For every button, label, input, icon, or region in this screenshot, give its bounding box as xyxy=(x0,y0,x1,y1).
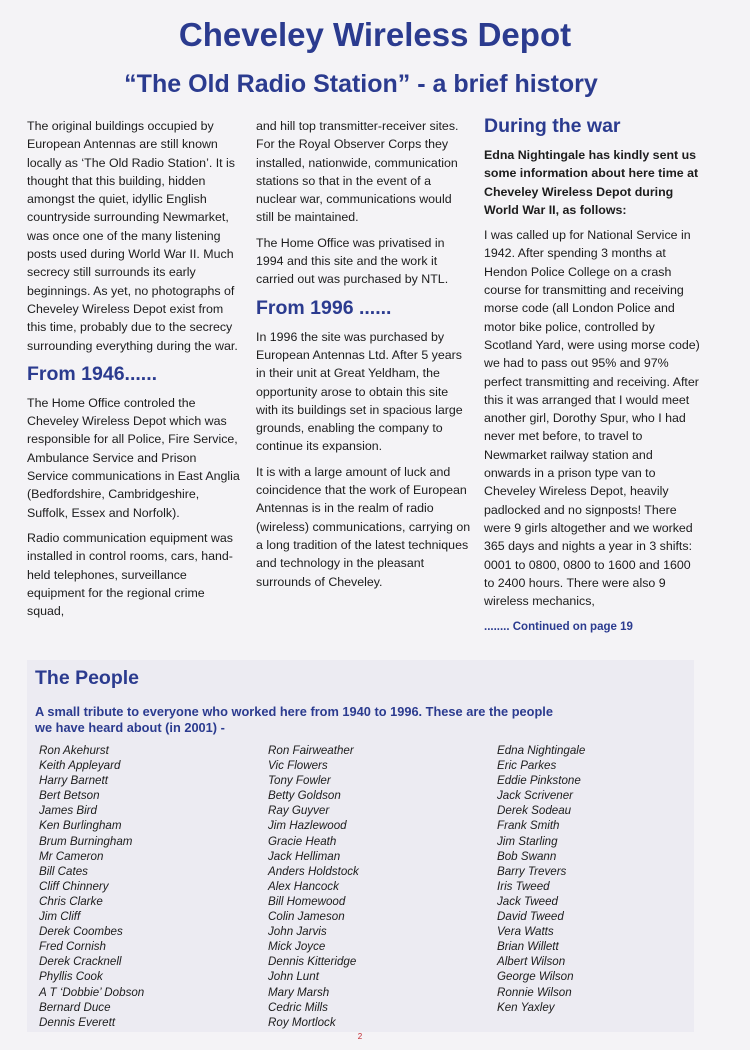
page-number: 2 xyxy=(357,1032,363,1041)
person-name: James Bird xyxy=(39,804,97,818)
person-name: Jack Tweed xyxy=(497,894,558,908)
person-name: Betty Goldson xyxy=(268,789,341,803)
person-name: John Jarvis xyxy=(268,925,327,939)
person-name: Fred Cornish xyxy=(39,940,107,954)
person-name: George Wilson xyxy=(497,970,574,984)
transmitter-paragraph: and hill top transmitter-receiver sites. For the Royal Observer Corps they installed, nationwide, communication stations so that in the event of a nuclear war, communications would still be maintained. xyxy=(256,119,459,225)
edna-story-paragraph: I was called up for National Service in 1942. After spending 3 months at Hendon Police College on a crash course for transmitting and receiving morse code (all London Police and motor bike police, controlled by Scotland Yard, were using morse code) we had to pass out 95% and 97% perfect transmitting and receiving. After this it was arranged that I would meet another girl, Dorothy Spur, who I had never met before, to travel to Newmarket railway station and onwards in a prison type van to Cheveley Wireless Depot, heavily padlocked and no signposts! There were 9 girls altogether and we worked 365 days and nights a year in 3 shifts: 0001 to 0800, 0800 to 1600 and 1600 to 2400 hours. There were also 9 wireless mechanics, xyxy=(484,228,700,609)
person-name: Brum Burningham xyxy=(39,834,133,848)
person-name: Bob Swann xyxy=(497,849,557,863)
person-name: Iris Tweed xyxy=(497,879,550,893)
home-office-paragraph: The Home Office controled the Cheveley Wireless Depot which was responsible for all Police, Fire Service, Ambulance Service and Prison Service communications in East Anglia (Bedfordshire, Cambridgeshire, Suffolk, Essex and Norfolk). xyxy=(27,395,240,520)
person-name: Ronnie Wilson xyxy=(497,985,572,999)
person-name: Harry Barnett xyxy=(39,774,108,788)
section-heading-1946: From 1946...... xyxy=(27,362,158,385)
person-name: Mary Marsh xyxy=(268,985,330,999)
radio-equipment-paragraph: Radio communication equipment was installed in control rooms, cars, hand-held telephones, surveillance equipment for the regional crime squad, xyxy=(27,530,233,619)
person-name: Gracie Heath xyxy=(268,834,337,848)
person-name: Tony Fowler xyxy=(268,774,331,788)
person-name: Eric Parkes xyxy=(497,759,557,773)
person-name: Colin Jameson xyxy=(268,910,345,924)
people-heading: The People xyxy=(35,667,140,689)
person-name: Vic Flowers xyxy=(268,759,328,773)
person-name: Ron Akehurst xyxy=(39,744,109,757)
person-name: Ron Fairweather xyxy=(268,744,354,757)
coincidence-paragraph: It is with a large amount of luck and coincidence that the work of European Antennas is in the realm of radio (wireless) communications, carrying on a long tradition of the latest techniques and technology in the pleasant surrounds of Cheveley. xyxy=(256,464,471,589)
person-name: David Tweed xyxy=(497,910,564,924)
person-name: Dennis Everett xyxy=(39,1015,116,1029)
article-column-3 xyxy=(484,114,702,637)
person-name: Edna Nightingale xyxy=(497,744,586,757)
names-list-3 xyxy=(497,743,585,1015)
person-name: Eddie Pinkstone xyxy=(497,774,581,788)
person-name: Jack Helliman xyxy=(268,849,341,863)
person-name: Vera Watts xyxy=(497,925,554,939)
person-name: Ken Yaxley xyxy=(497,1000,555,1014)
person-name: Keith Appleyard xyxy=(39,759,121,773)
person-name: Cliff Chinnery xyxy=(39,879,109,893)
people-intro: A small tribute to everyone who worked here from 1940 to 1996. These are the people we have heard about (in 2001) - xyxy=(35,704,553,735)
person-name: Jack Scrivener xyxy=(497,789,574,803)
article-column-1 xyxy=(27,117,241,627)
person-name: Derek Sodeau xyxy=(497,804,572,818)
person-name: A T ‘Dobbie’ Dobson xyxy=(39,985,145,999)
person-name: Derek Coombes xyxy=(39,925,123,939)
section-heading-1996: From 1996 ...... xyxy=(256,296,392,319)
person-name: Mick Joyce xyxy=(268,940,326,954)
person-name: Alex Hancock xyxy=(268,879,339,893)
person-name: Jim Cliff xyxy=(39,910,81,924)
person-name: Roy Mortlock xyxy=(268,1015,336,1029)
edna-intro-paragraph: Edna Nightingale has kindly sent us some information about here time at Cheveley Wireless Depot during World War II, as follows: xyxy=(484,148,699,217)
person-name: Derek Cracknell xyxy=(39,955,122,969)
person-name: Dennis Kitteridge xyxy=(268,955,357,969)
section-heading-war: During the war xyxy=(484,115,621,137)
page-subtitle: “The Old Radio Station” - a brief history xyxy=(124,70,598,98)
person-name: Jim Hazlewood xyxy=(268,819,347,833)
person-name: Cedric Mills xyxy=(268,1000,328,1014)
person-name: Anders Holdstock xyxy=(268,864,359,878)
person-name: Jim Starling xyxy=(497,834,558,848)
continued-link: ........ Continued on page 19 xyxy=(484,621,633,634)
person-name: Brian Willett xyxy=(497,940,559,954)
person-name: Barry Trevers xyxy=(497,864,567,878)
names-list-1 xyxy=(39,743,144,1030)
page-title: Cheveley Wireless Depot xyxy=(178,16,572,53)
privatised-paragraph: The Home Office was privatised in 1994 and this site and the work it carried out was purchased by NTL. xyxy=(256,235,449,287)
person-name: Ray Guyver xyxy=(268,804,330,818)
article-column-2 xyxy=(256,117,471,598)
names-list-2 xyxy=(268,743,359,1030)
person-name: Chris Clarke xyxy=(39,894,103,908)
intro-paragraph: The original buildings occupied by European Antennas are still known locally as ‘The Old Radio Station’. It is thought that this building, hidden amongst the quiet, idyllic English countryside surrounding Newmarket, was once one of the many listening posts used during World War II. Much secrecy still surrounds its early beginnings. As yet, no photographs of Cheveley Wireless Depot exist from this time, probably due to the secrecy surrounding everything during the war. xyxy=(27,119,238,353)
person-name: Bill Homewood xyxy=(268,894,346,908)
person-name: Mr Cameron xyxy=(39,849,104,863)
person-name: Phyllis Cook xyxy=(39,970,103,984)
person-name: Albert Wilson xyxy=(497,955,566,969)
person-name: Bernard Duce xyxy=(39,1000,111,1014)
purchase-paragraph: In 1996 the site was purchased by European Antennas Ltd. After 5 years in their unit at Great Yeldham, the opportunity arose to obtain this site with its buildings set in spacious large grounds, enabling the company to continue its expansion. xyxy=(256,329,463,454)
person-name: John Lunt xyxy=(268,970,319,984)
person-name: Bert Betson xyxy=(39,789,100,803)
person-name: Bill Cates xyxy=(39,864,88,878)
person-name: Ken Burlingham xyxy=(39,819,122,833)
person-name: Frank Smith xyxy=(497,819,560,833)
